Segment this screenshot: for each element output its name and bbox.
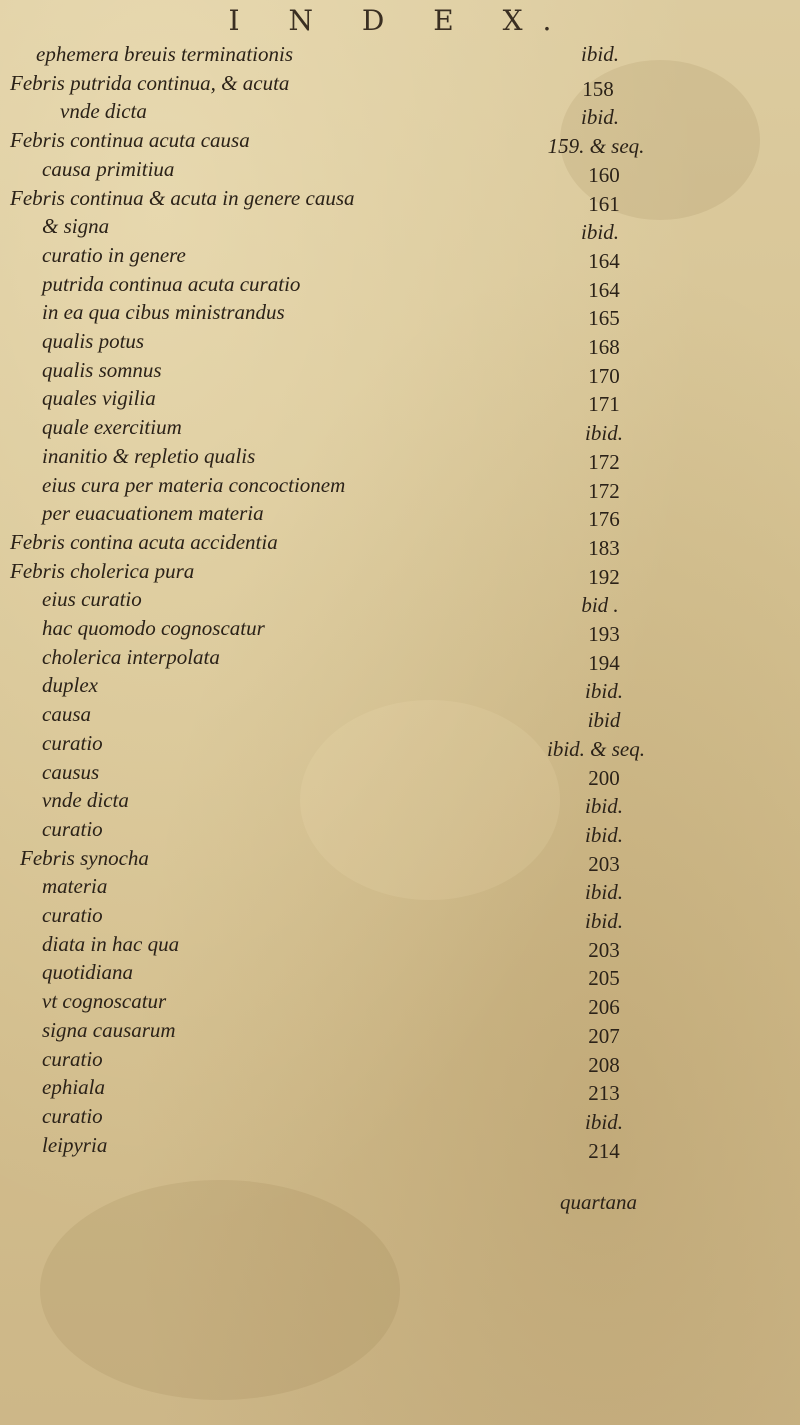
- index-term: Febris continua & acuta in genere causa: [10, 185, 355, 210]
- index-term: curatio: [42, 1046, 103, 1071]
- index-term: curatio: [42, 816, 103, 841]
- index-term: hac quomodo cognoscatur: [42, 616, 265, 640]
- index-term: leipyria: [42, 1132, 108, 1157]
- index-page-ref: 172: [588, 478, 620, 503]
- index-page-ref: 183: [588, 535, 620, 560]
- index-page-ref: 164: [588, 277, 620, 302]
- index-term: in ea qua cibus ministrandus: [42, 300, 285, 325]
- index-entry: [0, 903, 800, 931]
- index-entry: [0, 530, 800, 558]
- index-page-ref: bid .: [581, 593, 619, 618]
- index-term: causus: [42, 759, 100, 784]
- index-entry: [0, 616, 800, 644]
- index-page-ref: 160: [588, 162, 620, 187]
- index-term: quale exercitium: [42, 415, 182, 440]
- index-page-ref: ibid.: [585, 421, 623, 446]
- index-entry: [0, 128, 800, 159]
- index-page-ref: ibid.: [585, 1109, 623, 1134]
- index-page-ref: 203: [588, 851, 620, 876]
- index-page-ref: ibid.: [581, 105, 619, 130]
- index-term: curatio: [42, 730, 103, 755]
- index-term: qualis somnus: [42, 357, 162, 382]
- index-term: causa primitiua: [42, 156, 175, 181]
- index-page-ref: 176: [588, 507, 620, 532]
- index-term: curatio: [42, 903, 103, 927]
- index-term: vt cognoscatur: [42, 989, 167, 1014]
- index-term: qualis potus: [42, 329, 145, 353]
- index-term: ephemera breuis terminationis: [36, 42, 294, 66]
- index-entry: [0, 731, 800, 759]
- index-term: quales vigilia: [42, 386, 156, 411]
- index-term: & signa: [42, 214, 110, 239]
- index-page-ref: 164: [588, 248, 620, 273]
- index-entry: [0, 932, 800, 960]
- index-entry: [0, 817, 800, 845]
- index-entry: [0, 1018, 800, 1046]
- index-entry: [0, 99, 800, 130]
- index-term: inanitio & repletio qualis: [42, 443, 256, 468]
- index-page-ref: 168: [588, 335, 620, 359]
- index-term: signa causarum: [42, 1017, 176, 1042]
- index-entry: [0, 214, 800, 245]
- index-entry: [0, 1047, 800, 1075]
- index-term: eius curatio: [42, 587, 142, 612]
- index-page-ref: 193: [588, 622, 620, 646]
- index-page-ref: 200: [588, 765, 620, 790]
- index-page-ref: ibid.: [581, 42, 619, 66]
- index-page-ref: ibid: [587, 708, 621, 733]
- index-term: duplex: [42, 673, 98, 698]
- index-page-ref: ibid.: [585, 822, 623, 847]
- index-term: vnde dicta: [60, 99, 147, 124]
- index-entry: [0, 846, 800, 874]
- index-page-ref: 206: [588, 995, 620, 1020]
- index-page-ref: 208: [588, 1052, 620, 1077]
- catchword: quartana: [560, 1190, 638, 1214]
- index-entry: [0, 788, 800, 819]
- index-term: quotidiana: [42, 960, 134, 985]
- index-entry: [0, 329, 800, 357]
- index-entry: [0, 960, 800, 991]
- index-entry: [0, 186, 800, 214]
- index-entry: [0, 587, 800, 618]
- index-page-ref: ibid.: [585, 880, 623, 905]
- index-entry: [0, 42, 800, 70]
- index-term: Febris putrida continua, & acuta: [10, 70, 290, 95]
- index-term: per euacuationem materia: [42, 501, 264, 526]
- index-entry: [0, 272, 800, 300]
- index-entry: [0, 760, 800, 788]
- index-entry: [0, 71, 800, 99]
- index-page-ref: ibid. & seq.: [547, 736, 645, 761]
- index-page-ref: ibid.: [585, 794, 623, 819]
- index-page-ref: 171: [588, 392, 620, 417]
- index-term: Febris synocha: [20, 845, 149, 870]
- index-term: eius cura per materia concoctionem: [42, 472, 346, 497]
- index-term: causa: [42, 702, 91, 727]
- index-entry: [0, 989, 800, 1020]
- index-entry: [0, 386, 800, 417]
- index-term: Febris continua acuta causa: [10, 128, 250, 153]
- index-page-ref: ibid.: [585, 679, 623, 704]
- index-entry: [0, 1075, 800, 1106]
- index-page-ref: 207: [588, 1023, 620, 1048]
- index-term: ephiala: [42, 1075, 105, 1100]
- index-entry: [0, 559, 800, 587]
- index-page-ref: 172: [588, 449, 620, 474]
- index-page-ref: 165: [588, 306, 620, 331]
- index-entry: [0, 300, 800, 331]
- index-entry: [0, 358, 800, 386]
- index-term: curatio in genere: [42, 242, 186, 267]
- index-entry: [0, 243, 800, 271]
- index-page-ref: 170: [588, 363, 620, 388]
- page-header: I N D E X.: [228, 4, 572, 37]
- index-entry: [0, 444, 800, 472]
- index-page-ref: 205: [588, 966, 620, 991]
- index-page-ref: 194: [588, 650, 620, 675]
- index-page-ref: 214: [588, 1138, 620, 1163]
- index-entry: [0, 645, 800, 673]
- index-entry: [0, 415, 800, 446]
- index-term: cholerica interpolata: [42, 644, 220, 669]
- index-page-ref: 158: [582, 76, 614, 101]
- index-term: vnde dicta: [42, 788, 129, 813]
- index-page-ref: 159. & seq.: [547, 134, 645, 159]
- index-entry: [0, 1133, 800, 1161]
- index-page-ref: 192: [588, 564, 620, 589]
- index-entry: [0, 673, 800, 704]
- index-page-ref: ibid.: [581, 220, 619, 245]
- index-term: putrida continua acuta curatio: [42, 271, 301, 296]
- index-entry: [0, 501, 800, 532]
- index-page-ref: 161: [588, 191, 620, 216]
- index-entry: [0, 702, 800, 733]
- index-entry: [0, 1104, 800, 1132]
- index-term: Febris cholerica pura: [10, 558, 195, 583]
- index-term: materia: [42, 874, 108, 899]
- index-page-ref: 213: [588, 1081, 620, 1106]
- index-term: curatio: [42, 1103, 103, 1128]
- index-entry: [0, 874, 800, 905]
- index-term: diata in hac qua: [42, 931, 180, 956]
- index-entry: [0, 473, 800, 501]
- index-term: Febris contina acuta accidentia: [10, 529, 278, 554]
- index-page-ref: 203: [588, 937, 620, 962]
- index-entry: [0, 157, 800, 185]
- index-page-ref: ibid.: [585, 909, 623, 933]
